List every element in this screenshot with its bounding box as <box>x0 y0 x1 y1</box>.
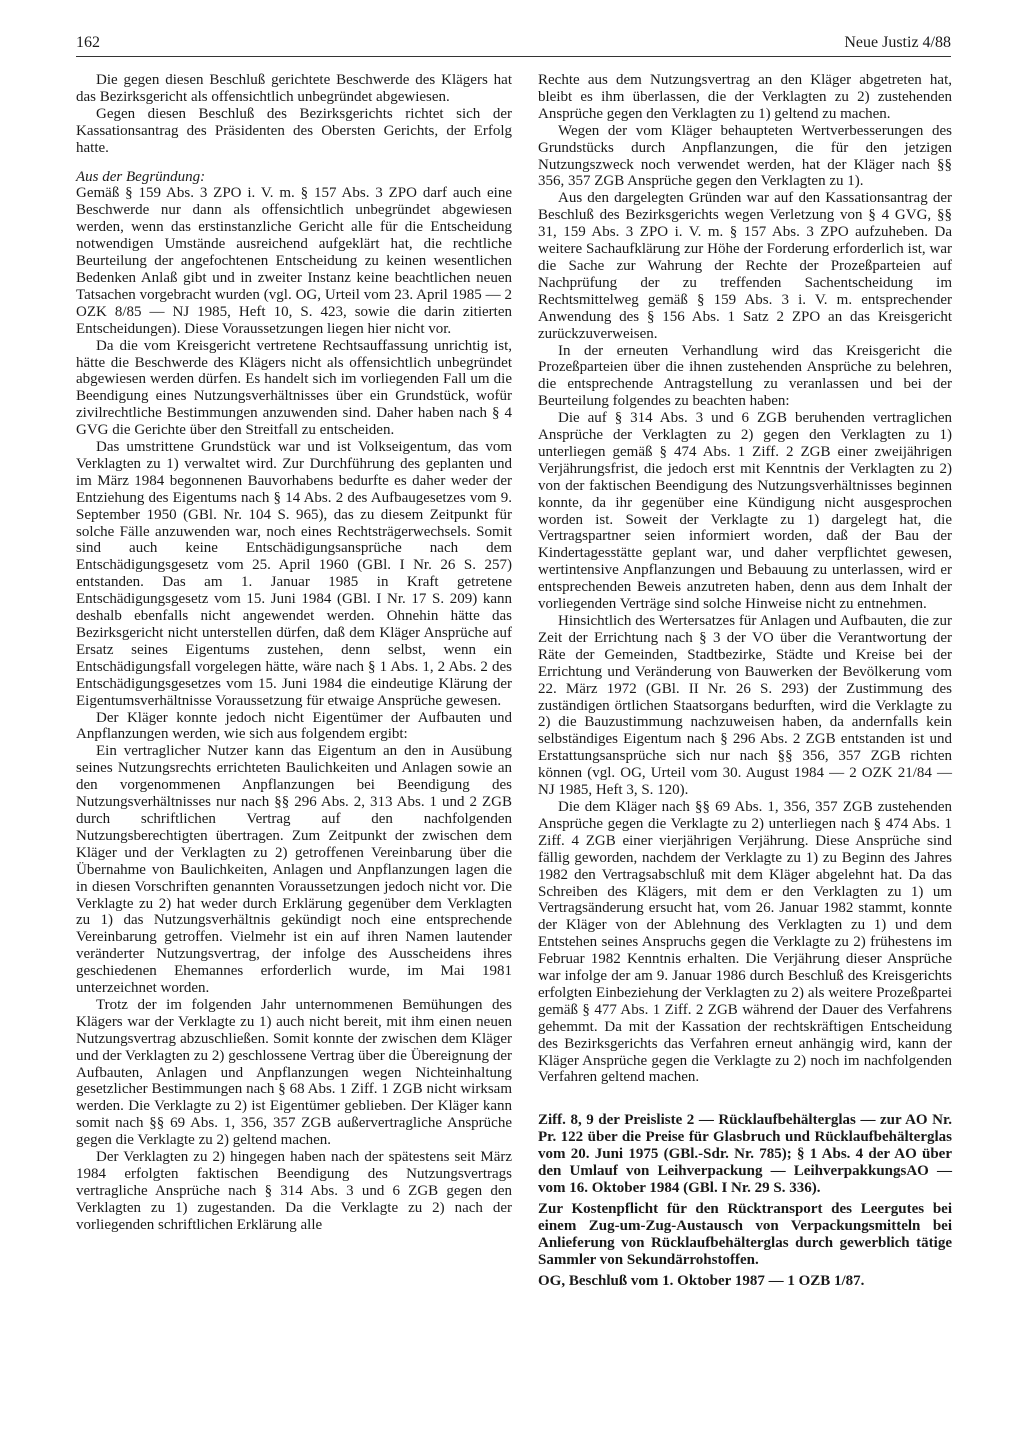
paragraph: Aus den dargelegten Gründen war auf den Kassationsantrag der Beschluß des Bezirksgerichts wegen Verletzung von § 4 GVG, §§ 31, 159 Abs. 3 ZPO i. V. m. § 157 Abs. 3 ZPO aufzuheben. Da weitere Sachaufklärung zur Höhe der Forderung erforderlich ist, war die Sache zur Wahrung der Rechte der Prozeßparteien auf Nachprüfung der zu treffenden Sachentscheidung im Rechtsmittelweg gemäß § 159 Abs. 3 i. V. m. entsprechender Anwendung des § 156 Abs. 1 Satz 2 ZPO an das Kreisgericht zurückzuverweisen. <box>538 190 952 342</box>
headnote-norms: Ziff. 8, 9 der Preisliste 2 — Rücklaufbehälterglas — zur AO Nr. Pr. 122 über die Preise für Glasbruch und Rücklaufbehälterglas vom 20. Juni 1975 (GBl.-Sdr. Nr. 785); § 1 Abs. 4 der AO über den Umlauf von Leihverpackung — LeihverpakkungsAO — vom 16. Oktober 1984 (GBl. I Nr. 29 S. 336). <box>538 1112 952 1196</box>
journal-issue: Neue Justiz 4/88 <box>844 34 951 51</box>
paragraph: Ein vertraglicher Nutzer kann das Eigentum an den in Ausübung seines Nutzungsrechts errichteten Baulichkeiten und Anlagen sowie an den vorgenommenen Anpflanzungen bei Beendigung des Nutzungsverhältnisses nur nach §§ 296 Abs. 2, 313 Abs. 1 und 2 ZGB durch schriftlichen Vertrag auf den nachfolgenden Nutzungsberechtigten übertragen. Zum Zeitpunkt der zwischen dem Kläger und der Verklagten zu 2) getroffenen Vereinbarung über die Übernahme von Baulichkeiten, Anlagen und Anpflanzungen lagen die in diesen Vorschriften genannten Voraussetzungen jedoch nicht vor. Die Verklagte zu 2) hat weder durch Erklärung gegenüber dem Verklagten zu 1) das Nutzungsverhältnis gekündigt noch eine entsprechende Vereinbarung getroffen. Vielmehr ist ein auf ihren Namen lautender veränderter Nutzungsvertrag, der infolge des Ausscheidens ihres geschiedenen Ehemannes erforderlich wurde, im Mai 1981 unterzeichnet worden. <box>76 743 512 997</box>
paragraph: Gemäß § 159 Abs. 3 ZPO i. V. m. § 157 Abs. 3 ZPO darf auch eine Beschwerde nur dann als offensichtlich unbegründet abgewiesen werden, wenn das erstinstanzliche Gericht alle für die Entscheidung notwendigen Umstände ausreichend aufgeklärt hat, die rechtliche Beurteilung der angefochtenen Entscheidung zu keinen wesentlichen Bedenken Anlaß gibt und in zweiter Instanz keine beachtlichen neuen Tatsachen vorgebracht wurden (vgl. OG, Urteil vom 23. April 1985 — 2 OZK 8/85 — NJ 1985, Heft 10, S. 423, sowie die darin zitierten Entscheidungen). Diese Voraussetzungen liegen hier nicht vor. <box>76 185 512 337</box>
page-number: 162 <box>76 34 100 51</box>
headnote-citation: OG, Beschluß vom 1. Oktober 1987 — 1 OZB 1/87. <box>538 1272 865 1289</box>
paragraph: In der erneuten Verhandlung wird das Kreisgericht die Prozeßparteien über die ihnen zustehenden Ansprüche zu belehren, die entsprechende Antragstellung zu veranlassen und bei der Beurteilung folgendes zu beachten haben: <box>538 342 952 410</box>
paragraph: Die gegen diesen Beschluß gerichtete Beschwerde des Klägers hat das Bezirksgericht als offensichtlich unbegründet abgewiesen. <box>76 72 512 105</box>
right-column <box>538 72 952 1289</box>
section-subheading: Aus der Begründung: <box>76 168 206 185</box>
paragraph: Trotz der im folgenden Jahr unternommenen Bemühungen des Klägers war der Verklagte zu 1) auch nicht bereit, mit ihm einen neuen Nutzungsvertrag abzuschließen. Somit konnte der zwischen dem Kläger und der Verklagten zu 2) geschlossene Vertrag über die Übereignung der Aufbauten, Anlagen und Anpflanzungen wegen Nichteinhaltung gesetzlicher Bestimmungen nach § 68 Abs. 1 Ziff. 1 ZGB nicht wirksam werden. Die Verklagte zu 2) ist Eigentümer geblieben. Der Kläger kann somit nach §§ 69 Abs. 1, 356, 357 ZGB außervertragliche Ansprüche gegen die Verklagte zu 2) geltend machen. <box>76 996 512 1149</box>
paragraph: Rechte aus dem Nutzungsvertrag an den Kläger abgetreten hat, bleibt es ihm überlassen, die der Verklagten zu 2) zustehenden Ansprüche gegen den Verklagten zu 1) geltend zu machen. <box>538 72 952 122</box>
header-rule <box>76 56 951 57</box>
paragraph: Der Kläger konnte jedoch nicht Eigentümer der Aufbauten und Anpflanzungen werden, wie sich aus folgendem ergibt: <box>76 709 512 743</box>
paragraph: Gegen diesen Beschluß des Bezirksgerichts richtet sich der Kassationsantrag des Präsidenten des Obersten Gerichts, der Erfolg hatte. <box>76 105 512 156</box>
page-header <box>76 34 951 58</box>
paragraph: Der Verklagten zu 2) hingegen haben nach der spätestens seit März 1984 erfolgten faktischen Beendigung des Nutzungsvertrags vertragliche Ansprüche nach § 314 Abs. 3 und 6 ZGB gegen den Verklagten zu 1) zugestanden. Da die Verklagte zu 2) nach der vorliegenden schriftlichen Erklärung alle <box>76 1149 512 1233</box>
headnote-leitsatz: Zur Kostenpflicht für den Rücktransport des Leergutes bei einem Zug-um-Zug-Austausch von Verpackungsmitteln bei Anlieferung von Rücklaufbehälterglas durch gewerblich tätige Sammler von Sekundärrohstoffen. <box>538 1200 952 1268</box>
left-column <box>76 72 512 1234</box>
paragraph: Wegen der vom Kläger behaupteten Wertverbesserungen des Grundstücks durch Anpflanzungen, die für den jetzigen Nutzungszweck noch verwendet werden, hat der Kläger nach §§ 356, 357 ZGB Ansprüche gegen den Verklagten zu 1). <box>538 122 952 190</box>
decision-headnote <box>538 1112 952 1289</box>
paragraph: Das umstrittene Grundstück war und ist Volkseigentum, das vom Verklagten zu 1) verwaltet wird. Zur Durchführung des geplanten und im März 1984 begonnenen Bauvorhabens bedurfte es daher weder der Entziehung des Eigentums nach § 14 Abs. 2 des Aufbaugesetzes vom 9. September 1950 (GBl. Nr. 104 S. 965), das zu diesem Zeitpunkt für solche Fälle anzuwenden war, noch eines Rechtsträgerwechsels. Somit sind auch keine Entschädigungsansprüche nach dem Entschädigungsgesetz vom 25. April 1960 (GBl. I Nr. 26 S. 257) entstanden. Das am 1. Januar 1985 in Kraft getretene Entschädigungsgesetz vom 15. Juni 1984 (GBl. I Nr. 17 S. 209) kann deshalb ebenfalls nicht angewendet werden. Ohnehin hätte das Bezirksgericht nicht unterstellen dürfen, daß dem Kläger Ansprüche auf Ersatz seines Eigentums zustehen, denn selbst, wenn ein Entschädigungsfall vorgelegen hätte, wäre nach § 1 Abs. 1, 2 Abs. 2 des Entschädigungsgesetzes vom 15. Juni 1984 die eindeutige Klärung der Eigentumsverhältnisse Voraussetzung für etwaige Ansprüche gewesen. <box>76 439 512 709</box>
paragraph: Da die vom Kreisgericht vertretene Rechtsauffassung unrichtig ist, hätte die Beschwerde des Klägers nicht als offensichtlich unbegründet abgewiesen werden dürfen. Es handelt sich im vorliegenden Fall um die Beendigung eines Nutzungsverhältnisses über ein Grundstück, wofür zivilrechtliche Bestimmungen anzuwenden sind. Daher haben nach § 4 GVG die Gerichte über den Streitfall zu entscheiden. <box>76 337 512 439</box>
paragraph: Hinsichtlich des Wertersatzes für Anlagen und Aufbauten, die zur Zeit der Errichtung nach § 3 der VO über die Verantwortung der Räte der Gemeinden, Stadtbezirke, Städte und Kreise bei der Errichtung und Veränderung von Bauwerken der Bevölkerung vom 22. März 1972 (GBl. II Nr. 26 S. 293) der Zustimmung des zuständigen örtlichen Staatsorgans bedurften, wird die Verklagte zu 2) die Bauzustimmung nachzuweisen haben, da andernfalls kein selbständiges Eigentum nach § 296 Abs. 2 ZGB entstanden ist und Erstattungsansprüche sich nur nach §§ 356, 357 ZGB richten können (vgl. OG, Urteil vom 30. August 1984 — 2 OZK 21/84 — NJ 1985, Heft 3, S. 120). <box>538 613 952 799</box>
paragraph: Die dem Kläger nach §§ 69 Abs. 1, 356, 357 ZGB zustehenden Ansprüche gegen die Verklagte zu 2) unterliegen nach § 474 Abs. 1 Ziff. 4 ZGB einer vierjährigen Verjährung. Diese Ansprüche sind fällig geworden, nachdem der Verklagte zu 1) zu Beginn des Jahres 1982 den Vertragsabschluß mit dem Kläger abgelehnt hat. Da das Schreiben des Klägers, mit dem er den Verklagten zu 1) um Vertragsänderung ersucht hat, vom 26. Januar 1982 stammt, konnte der Kläger von der Ablehnung des Verklagten zu 1) und dem Entstehen seines Anspruchs gegen die Verklagte zu 2) frühestens im Februar 1982 Kenntnis erhalten. Die Verjährung dieser Ansprüche war infolge der am 9. Januar 1986 durch Beschluß des Kreisgerichts erfolgten Einbeziehung der Verklagten zu 2) als weitere Prozeßpartei gemäß § 477 Abs. 1 Ziff. 2 ZGB während der Dauer des Verfahrens gehemmt. Da mit der Kassation der rechtskräftigen Entscheidung des Bezirksgerichts das Verfahren erneut anhängig wird, kann der Kläger Ansprüche gegen die Verklagte zu 2) noch im nachfolgenden Verfahren geltend machen. <box>538 798 952 1086</box>
paragraph: Die auf § 314 Abs. 3 und 6 ZGB beruhenden vertraglichen Ansprüche der Verklagten zu 2) gegen den Verklagten zu 1) unterliegen gemäß § 474 Abs. 1 Ziff. 2 ZGB einer zweijährigen Verjährungsfrist, die jedoch erst mit Kenntnis der Verklagten zu 2) von der faktischen Beendigung des Nutzungsverhältnisses beginnen konnte, da ihr gegenüber eine Kündigung nicht ausgesprochen worden ist. Soweit der Verklagte zu 1) dargelegt hat, die Vertragspartner seien informiert worden, daß der Bau der Kindertagesstätte geplant war, und daher verpflichtet gewesen, wertintensive Anpflanzungen und Bebauung zu unterlassen, wird er entsprechenden Beweis anzutreten haben, denn aus dem Inhalt der vorliegenden Verträge sind solche Hinweise nicht zu entnehmen. <box>538 410 952 613</box>
